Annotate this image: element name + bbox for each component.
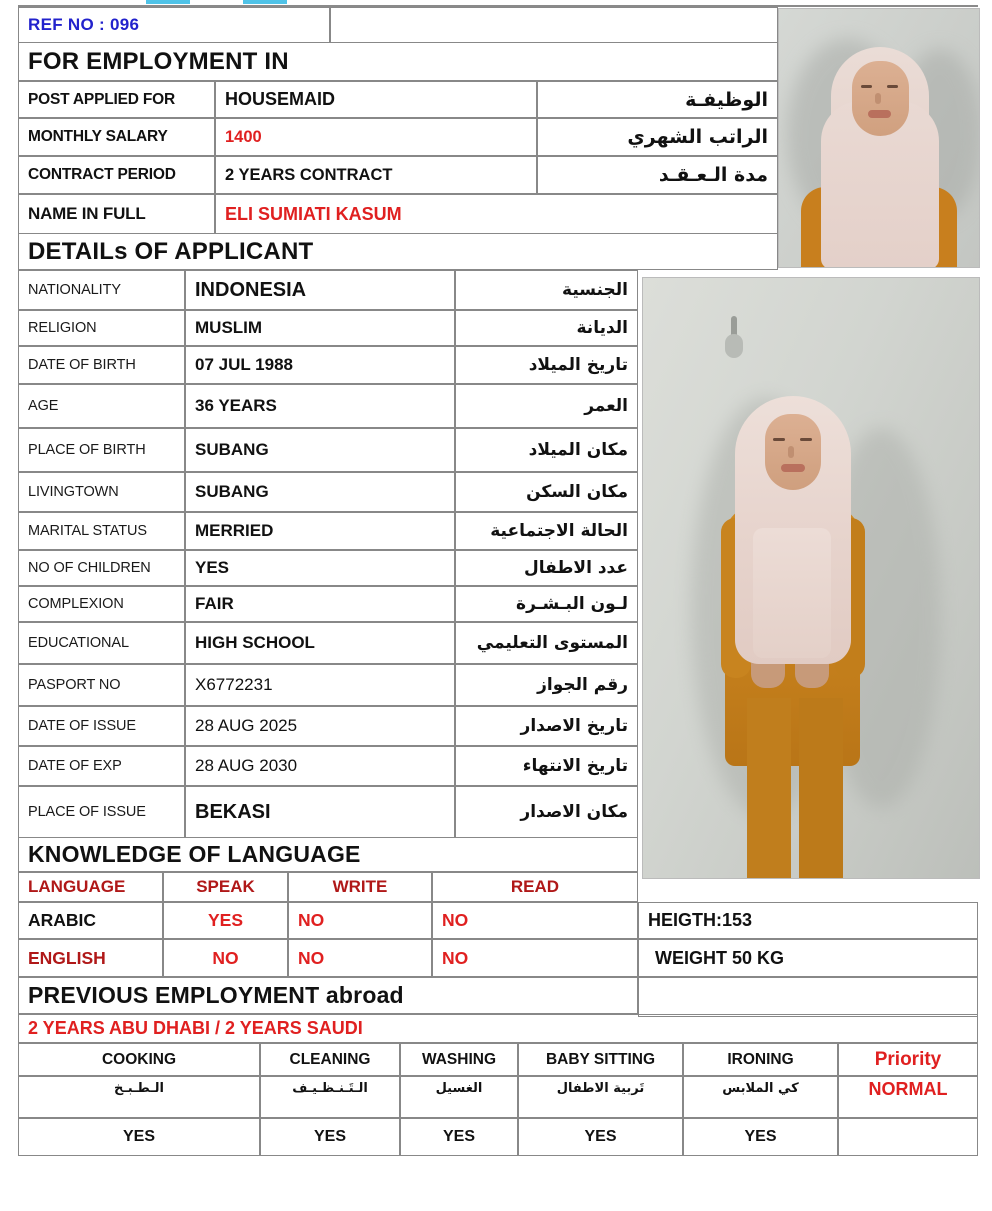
applicant-value-5: SUBANG (195, 482, 269, 501)
language-header-1: SPEAK (196, 877, 255, 896)
skill-name-3: BABY SITTING (545, 1050, 656, 1068)
applicant-arabic-0: الجنسية (562, 280, 628, 300)
applicant-row-value (185, 270, 455, 310)
skill-value-cell (400, 1118, 518, 1156)
applicant-row-arabic (455, 428, 638, 472)
ref-no-label: REF NO : 096 (28, 15, 140, 34)
applicant-arabic-9: المستوى التعليمي (476, 633, 628, 653)
applicant-row-arabic (455, 512, 638, 550)
applicant-row-arabic (455, 310, 638, 346)
applicant-value-7: YES (195, 558, 230, 577)
applicant-arabic-2: تاريخ الميلاد (528, 355, 628, 375)
applicant-value-13: BEKASI (195, 800, 271, 823)
skill-arabic-3: تَربية الاطفال (556, 1081, 645, 1096)
employment-arabic-2: مدة الـعـقـد (658, 164, 768, 186)
applicant-value-8: FAIR (195, 594, 234, 613)
employment-row-arabic (537, 118, 778, 156)
skill-value-3: YES (584, 1128, 617, 1145)
applicant-label-2: DATE OF BIRTH (28, 357, 136, 373)
applicant-row-label (18, 384, 185, 428)
previous-employment-value-cell (18, 1014, 978, 1043)
previous-employment-value: 2 YEARS ABU DHABI / 2 YEARS SAUDI (28, 1018, 363, 1038)
section-language-title: KNOWLEDGE OF LANGUAGE (28, 841, 361, 867)
applicant-label-0: NATIONALITY (28, 282, 121, 298)
applicant-row-label (18, 664, 185, 706)
skill-arabic-4: كي الملابس (722, 1081, 799, 1096)
skill-value-4: YES (744, 1128, 777, 1145)
applicant-row-label (18, 270, 185, 310)
employment-label-0: POST APPLIED FOR (28, 90, 175, 108)
applicant-row-value (185, 786, 455, 838)
applicant-arabic-6: الحالة الاجتماعية (490, 521, 628, 541)
priority-blank-cell (838, 1118, 978, 1156)
employment-arabic-1: الراتب الشهري (627, 126, 768, 148)
employment-row-value (215, 81, 537, 118)
employment-value-2: 2 YEARS CONTRACT (225, 165, 393, 184)
applicant-arabic-13: مكان الاصدار (520, 802, 628, 822)
skill-name-4: IRONING (727, 1050, 794, 1068)
height-cell (638, 902, 978, 939)
employment-row-value (215, 118, 537, 156)
applicant-row-label (18, 706, 185, 746)
skill-arabic-cell (400, 1076, 518, 1118)
applicant-row-arabic (455, 586, 638, 622)
skill-value-cell (683, 1118, 838, 1156)
skill-arabic-cell (18, 1076, 260, 1118)
applicant-value-11: 28 AUG 2025 (195, 716, 298, 735)
section-employment-title: FOR EMPLOYMENT IN (28, 47, 289, 75)
applicant-row-arabic (455, 622, 638, 664)
applicant-row-arabic (455, 472, 638, 512)
applicant-label-3: AGE (28, 398, 59, 414)
applicant-fullbody-photo (642, 277, 980, 879)
applicant-value-12: 28 AUG 2030 (195, 756, 298, 775)
skill-header-cell (18, 1043, 260, 1076)
language-row-write (288, 902, 432, 939)
skill-name-1: CLEANING (289, 1050, 371, 1068)
applicant-value-2: 07 JUL 1988 (195, 355, 293, 374)
language-row-speak (163, 939, 288, 977)
applicant-row-label (18, 472, 185, 512)
skill-value-cell (260, 1118, 400, 1156)
section-previous-title: PREVIOUS EMPLOYMENT abroad (28, 982, 404, 1008)
language-speak-1: NO (212, 947, 239, 968)
top-accent-bar-right (243, 0, 287, 4)
priority-value-cell (838, 1076, 978, 1118)
skill-header-cell (518, 1043, 683, 1076)
section-details-band (18, 234, 778, 270)
language-row-read (432, 939, 638, 977)
applicant-row-label (18, 786, 185, 838)
language-write-1: NO (298, 947, 325, 968)
applicant-row-label (18, 428, 185, 472)
top-accent-bar-left (146, 0, 190, 4)
language-read-0: NO (442, 910, 469, 930)
skill-arabic-0: الـطـبـخ (113, 1081, 164, 1096)
applicant-row-value (185, 664, 455, 706)
language-header-cell (288, 872, 432, 902)
language-header-cell (18, 872, 163, 902)
language-row-read (432, 902, 638, 939)
applicant-row-value (185, 310, 455, 346)
employment-row-value (215, 156, 537, 194)
applicant-value-1: MUSLIM (195, 318, 263, 337)
applicant-arabic-5: مكان السكن (526, 482, 628, 502)
applicant-label-6: MARITAL STATUS (28, 523, 147, 539)
language-header-0: LANGUAGE (28, 877, 126, 896)
applicant-row-value (185, 746, 455, 786)
applicant-row-label (18, 346, 185, 384)
language-header-cell (432, 872, 638, 902)
applicant-row-value (185, 706, 455, 746)
language-row-speak (163, 902, 288, 939)
skill-arabic-cell (683, 1076, 838, 1118)
applicant-label-5: LIVINGTOWN (28, 484, 119, 500)
applicant-row-arabic (455, 664, 638, 706)
applicant-label-4: PLACE OF BIRTH (28, 442, 146, 458)
language-read-1: NO (442, 947, 469, 968)
skill-value-1: YES (313, 1128, 346, 1145)
employment-row-label (18, 118, 215, 156)
applicant-value-3: 36 YEARS (195, 396, 277, 415)
employment-row-arabic (537, 81, 778, 118)
applicant-label-13: PLACE OF ISSUE (28, 804, 146, 820)
applicant-arabic-10: رقم الجواز (537, 675, 628, 695)
applicant-label-12: DATE OF EXP (28, 758, 122, 774)
applicant-row-value (185, 472, 455, 512)
language-header-cell (163, 872, 288, 902)
applicant-value-0: INDONESIA (195, 278, 307, 301)
applicant-row-value (185, 586, 455, 622)
skill-arabic-1: الـتَـنـظـيـف (292, 1081, 368, 1096)
employment-row-value (215, 194, 778, 234)
applicant-label-1: RELIGION (28, 320, 97, 336)
applicant-arabic-3: العمر (584, 396, 628, 416)
employment-value-0: HOUSEMAID (225, 89, 336, 109)
applicant-row-arabic (455, 550, 638, 586)
applicant-row-label (18, 550, 185, 586)
language-row-name (18, 902, 163, 939)
employment-label-1: MONTHLY SALARY (28, 128, 168, 145)
employment-row-label (18, 194, 215, 234)
ref-no-cell (18, 7, 330, 43)
skill-header-cell (260, 1043, 400, 1076)
employment-value-1: 1400 (225, 127, 262, 146)
applicant-row-label (18, 746, 185, 786)
applicant-label-8: COMPLEXION (28, 596, 124, 612)
applicant-arabic-1: الديانة (576, 318, 628, 338)
applicant-value-9: HIGH SCHOOL (195, 633, 315, 652)
applicant-row-value (185, 384, 455, 428)
skill-arabic-cell (518, 1076, 683, 1118)
priority-label: Priority (874, 1048, 942, 1070)
weight-value: WEIGHT 50 KG (655, 947, 785, 968)
employment-row-arabic (537, 156, 778, 194)
applicant-label-10: PASPORT NO (28, 677, 121, 693)
applicant-arabic-11: تاريخ الاصدار (520, 716, 628, 736)
applicant-arabic-8: لـون البـشـرة (516, 594, 628, 614)
skill-header-cell (683, 1043, 838, 1076)
skill-name-0: COOKING (101, 1050, 177, 1068)
employment-label-2: CONTRACT PERIOD (28, 166, 176, 183)
skill-name-2: WASHING (421, 1050, 497, 1068)
applicant-label-11: DATE OF ISSUE (28, 718, 137, 734)
applicant-row-value (185, 428, 455, 472)
applicant-row-value (185, 512, 455, 550)
applicant-value-6: MERRIED (195, 521, 274, 540)
section-details-title: DETAILs OF APPLICANT (28, 237, 314, 265)
skill-value-cell (18, 1118, 260, 1156)
applicant-row-label (18, 512, 185, 550)
employment-value-3: ELI SUMIATI KASUM (225, 203, 402, 224)
applicant-label-9: EDUCATIONAL (28, 635, 129, 651)
language-row-write (288, 939, 432, 977)
applicant-row-arabic (455, 384, 638, 428)
applicant-row-label (18, 310, 185, 346)
applicant-row-arabic (455, 270, 638, 310)
employment-label-3: NAME IN FULL (28, 204, 146, 223)
applicant-arabic-4: مكان الميلاد (528, 440, 628, 460)
skill-arabic-cell (260, 1076, 400, 1118)
applicant-row-label (18, 586, 185, 622)
applicant-value-4: SUBANG (195, 440, 269, 459)
applicant-row-arabic (455, 746, 638, 786)
skill-value-0: YES (122, 1128, 155, 1145)
applicant-row-value (185, 622, 455, 664)
employment-arabic-0: الوظيفـة (685, 88, 768, 111)
section-previous-band (18, 977, 638, 1014)
language-name-0: ARABIC (28, 910, 97, 930)
section-language-band (18, 838, 638, 872)
skill-arabic-2: الغسيل (435, 1081, 483, 1096)
applicant-label-7: NO OF CHILDREN (28, 560, 151, 576)
priority-value: NORMAL (868, 1079, 948, 1099)
applicant-arabic-7: عدد الاطفال (524, 558, 628, 578)
applicant-row-arabic (455, 346, 638, 384)
weight-cell (638, 939, 978, 977)
applicant-value-10: X6772231 (195, 675, 273, 694)
applicant-row-arabic (455, 786, 638, 838)
skill-value-2: YES (442, 1128, 475, 1145)
applicant-row-label (18, 622, 185, 664)
employment-row-label (18, 81, 215, 118)
priority-header-cell (838, 1043, 978, 1076)
language-write-0: NO (298, 910, 325, 930)
measurements-blank-cell (638, 977, 978, 1017)
ref-no-blank-cell (330, 7, 778, 43)
section-employment-band (18, 43, 778, 81)
language-speak-0: YES (207, 910, 244, 930)
skill-value-cell (518, 1118, 683, 1156)
applicant-headshot-photo (778, 8, 980, 268)
applicant-row-arabic (455, 706, 638, 746)
language-header-2: WRITE (332, 877, 388, 896)
employment-row-label (18, 156, 215, 194)
language-row-name (18, 939, 163, 977)
height-value: HEIGTH:153 (648, 910, 753, 930)
applicant-row-value (185, 550, 455, 586)
language-name-1: ENGLISH (28, 947, 106, 968)
applicant-arabic-12: تاريخ الانتهاء (522, 756, 628, 776)
language-header-3: READ (510, 877, 560, 896)
applicant-row-value (185, 346, 455, 384)
skill-header-cell (400, 1043, 518, 1076)
